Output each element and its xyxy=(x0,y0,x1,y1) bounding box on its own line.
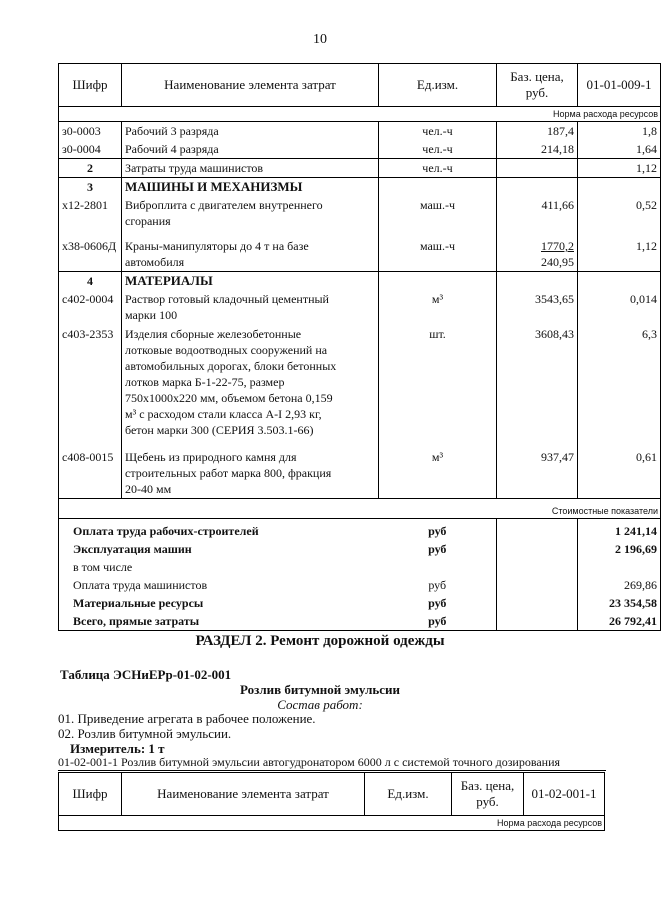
summary-row xyxy=(59,594,661,612)
table-row xyxy=(59,140,661,159)
row-unit: м³ xyxy=(379,439,497,499)
norm-label: Норма расхода ресурсов xyxy=(59,816,605,831)
table-title: Таблица ЭСНиЕРр-01-02-001 xyxy=(60,667,232,682)
header-norm-code: 01-01-009-1 xyxy=(578,64,661,107)
table-header-row xyxy=(59,64,661,107)
table-row xyxy=(59,290,661,324)
summary-row xyxy=(59,576,661,594)
row-unit: маш.-ч xyxy=(379,196,497,230)
table-row xyxy=(59,122,661,141)
row-norm: 0,014 xyxy=(578,290,661,324)
summary-label: Всего, прямые затраты xyxy=(59,612,379,631)
row-unit: маш.-ч xyxy=(379,230,497,272)
header-norm-code: 01-02-001-1 xyxy=(524,773,605,816)
header-unit: Ед.изм. xyxy=(365,773,452,816)
header-price: Баз. цена, руб. xyxy=(452,773,524,816)
row-norm: 0,52 xyxy=(578,196,661,230)
row-norm: 1,8 xyxy=(578,122,661,141)
norm-label: Норма расхода ресурсов xyxy=(59,107,661,122)
table-row xyxy=(59,324,661,439)
header-unit: Ед.изм. xyxy=(379,64,497,107)
row-price: 214,18 xyxy=(497,140,578,159)
measure-label: Измеритель: 1 т xyxy=(70,741,165,756)
row-code: х12-2801 xyxy=(59,196,122,230)
header-name: Наименование элемента затрат xyxy=(122,64,379,107)
summary-label: Материальные ресурсы xyxy=(59,594,379,612)
row-unit: чел.-ч xyxy=(379,159,497,178)
table-header-row xyxy=(59,773,605,816)
section-title: МАШИНЫ И МЕХАНИЗМЫ xyxy=(122,178,379,197)
norm-label-row xyxy=(59,816,605,831)
table-row xyxy=(59,230,661,272)
header-code: Шифр xyxy=(59,773,122,816)
row-name: Щебень из природного камня для строительных работ марка 800, фракция 20-40 мм xyxy=(122,439,379,499)
row-price: 3608,43 xyxy=(497,324,578,439)
summary-row xyxy=(59,540,661,558)
work-step: 02. Розлив битумной эмульсии. xyxy=(58,726,232,741)
summary-unit: руб xyxy=(428,542,447,556)
section-header-materials xyxy=(59,272,661,291)
header-code: Шифр xyxy=(59,64,122,107)
code-description: 01-02-001-1 Розлив битумной эмульсии автогудронатором 6000 л с системой точного дозирования xyxy=(58,755,606,771)
section-header-machines xyxy=(59,178,661,197)
row-name: Изделия сборные железобетонные лотковые водоотводных сооружений на автомобильных дорогах, блоки бетонных лотков марка Б-1-22-75, размер 750х1000х220 мм, объемом бетона 0,159 м³ с расходом стали класса А-I 2,93 кг, бетон марки 300 (СЕРИЯ 3.503.1-66) xyxy=(122,324,379,439)
row-name: Виброплита с двигателем внутреннего сгорания xyxy=(122,196,379,230)
row-name: Рабочий 3 разряда xyxy=(122,122,379,141)
work-step: 01. Приведение агрегата в рабочее положение. xyxy=(58,711,316,726)
row-name: Затраты труда машинистов xyxy=(122,159,379,178)
summary-value: 2 196,69 xyxy=(578,540,661,558)
resource-norm-table-2 xyxy=(58,772,605,831)
summary-value: 1 241,14 xyxy=(578,519,661,541)
composition-label: Состав работ: xyxy=(277,697,363,712)
row-code: з0-0004 xyxy=(59,140,122,159)
summary-value: 23 354,58 xyxy=(578,594,661,612)
row-code: х38-0606Д xyxy=(59,230,122,272)
table-row xyxy=(59,439,661,499)
row-price: 411,66 xyxy=(497,196,578,230)
row-price: 3543,65 xyxy=(497,290,578,324)
table-row-machinists xyxy=(59,159,661,178)
summary-label: Оплата труда рабочих-строителей xyxy=(59,519,379,541)
row-unit: чел.-ч xyxy=(379,140,497,159)
row-norm: 6,3 xyxy=(578,324,661,439)
row-price: 187,4 xyxy=(497,122,578,141)
row-unit: м³ xyxy=(379,290,497,324)
row-code: з0-0003 xyxy=(59,122,122,141)
summary-label: Оплата труда машинистов xyxy=(59,576,379,594)
row-norm: 0,61 xyxy=(578,439,661,499)
summary-unit: руб xyxy=(428,596,447,610)
norm-label-row xyxy=(59,107,661,122)
summary-label: в том числе xyxy=(59,558,379,576)
summary-row xyxy=(59,558,661,576)
row-name: Рабочий 4 разряда xyxy=(122,140,379,159)
row-norm: 1,12 xyxy=(578,159,661,178)
row-price: 937,47 xyxy=(497,439,578,499)
summary-value: 269,86 xyxy=(578,576,661,594)
row-unit: чел.-ч xyxy=(379,122,497,141)
row-code: с402-0004 xyxy=(59,290,122,324)
row-code: с408-0015 xyxy=(59,439,122,499)
section-heading: РАЗДЕЛ 2. Ремонт дорожной одежды xyxy=(195,633,445,649)
section-number: 4 xyxy=(59,272,122,291)
row-name: Раствор готовый кладочный цементный марки 100 xyxy=(122,290,379,324)
section-number: 3 xyxy=(59,178,122,197)
row-norm: 1,64 xyxy=(578,140,661,159)
resource-norm-table xyxy=(58,63,661,631)
row-norm: 1,12 xyxy=(578,230,661,272)
cost-label-row xyxy=(59,499,661,519)
table-row xyxy=(59,196,661,230)
section-number: 2 xyxy=(59,159,122,178)
row-code: с403-2353 xyxy=(59,324,122,439)
section-title: МАТЕРИАЛЫ xyxy=(122,272,379,291)
row-unit: шт. xyxy=(379,324,497,439)
header-price: Баз. цена, руб. xyxy=(497,64,578,107)
cost-label: Стоимостные показатели xyxy=(59,499,661,519)
summary-value: 26 792,41 xyxy=(578,612,661,631)
summary-unit: руб xyxy=(379,612,497,631)
row-name: Краны-манипуляторы до 4 т на базе автомобиля xyxy=(122,230,379,272)
work-title: Розлив битумной эмульсии xyxy=(240,682,400,697)
page-number: 10 xyxy=(313,32,327,47)
header-name: Наименование элемента затрат xyxy=(122,773,365,816)
summary-row xyxy=(59,519,661,541)
summary-row xyxy=(59,612,661,631)
summary-unit: руб xyxy=(428,524,447,538)
row-price: 1770,2 240,95 xyxy=(497,230,578,272)
summary-unit: руб xyxy=(428,578,447,592)
summary-label: Эксплуатация машин xyxy=(59,540,379,558)
